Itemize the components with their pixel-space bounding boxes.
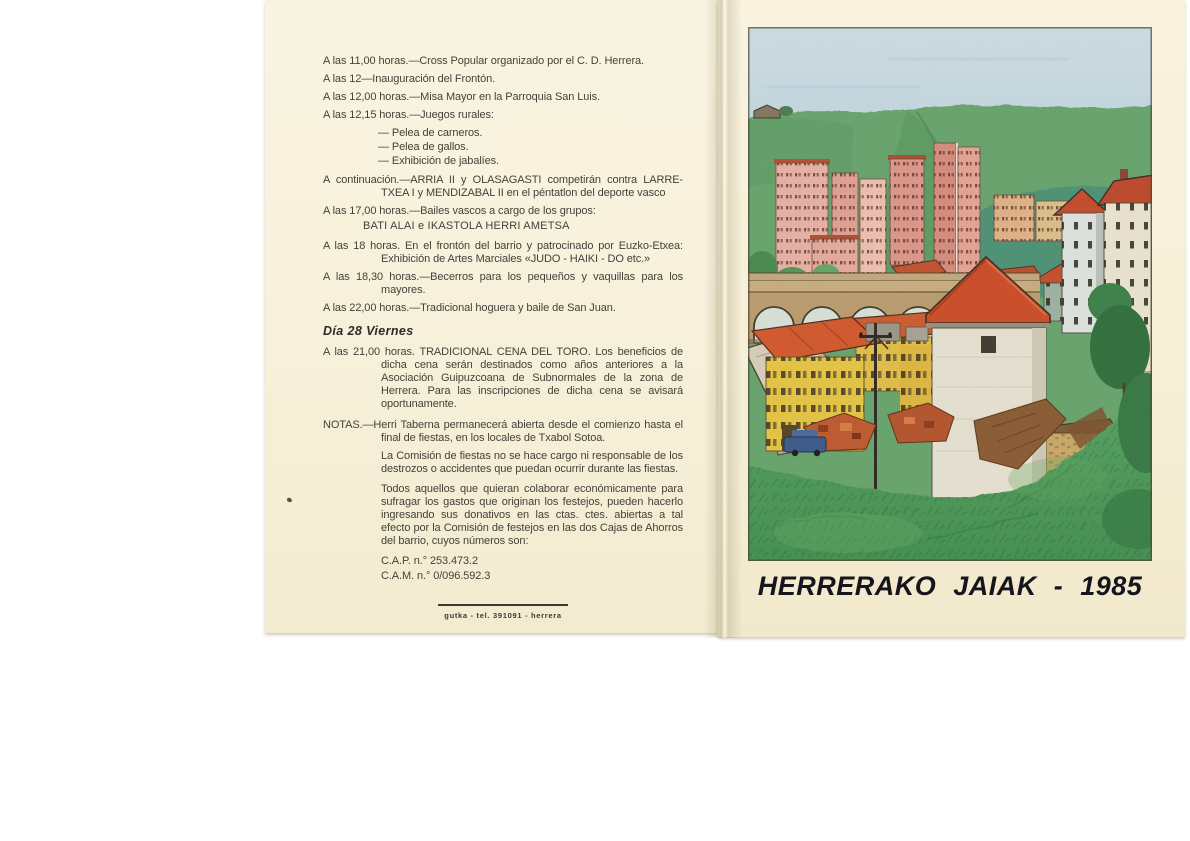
schedule-entry: A las 17,00 horas.—Bailes vascos a cargo de los grupos: [323, 205, 596, 217]
schedule-entry: A las 12,15 horas.—Juegos rurales: [323, 109, 494, 121]
schedule-entry: A continuación.—ARRIA II y OLASAGASTI competirán contra LARRE-TXEA I y MENDIZABAL II en el péntatlon del deporte vasco [323, 174, 683, 199]
page-title: HERRERAKO JAIAK - 1985 [757, 571, 1143, 601]
right-page [718, 0, 1185, 637]
day-heading: Día 28 Viernes [323, 324, 414, 338]
schedule-text-block [323, 55, 683, 622]
schedule-entry: A las 12,00 horas.—Misa Mayor en la Parroquia San Luis. [323, 91, 600, 103]
schedule-entry: A las 21,00 horas. TRADICIONAL CENA DEL TORO. Los beneficios de dicha cena serán destinados como años anteriores a la Asociación Guipuzcoana de Subnormales de la zona de Herrera. Para las inscripciones de dicha cena se avisará oportunamente. [323, 346, 683, 410]
printer-mark-block [323, 604, 683, 622]
dance-groups-line: BATI ALAI e IKASTOLA HERRI AMETSA [363, 220, 570, 232]
notes-entry: NOTAS.—Herri Taberna permanecerá abierta desde el comienzo hasta el final de fiestas, en los locales de Txabol Sotoa. [323, 419, 683, 444]
account-number: C.A.P. n.° 253.473.2 [381, 555, 478, 567]
left-page [265, 0, 718, 633]
schedule-subitem: — Exhibición de jabalíes. [378, 155, 500, 167]
notes-entry: La Comisión de fiestas no se hace cargo ni responsable de los destrozos o accidentes que puedan ocurrir durante las fiestas. [381, 450, 683, 475]
schedule-subitem: — Pelea de carneros. [378, 127, 483, 139]
town-illustration [748, 27, 1152, 561]
schedule-entry: A las 18 horas. En el frontón del barrio y patrocinado por Euzko-Etxea: Exhibición de Artes Marciales «JUDO - HAIKI - DO etc.» [323, 240, 683, 265]
notes-entry: Todos aquellos que quieran colaborar económicamente para sufragar los gastos que originan los festejos, pueden hacerlo ingresando sus donativos en las ctas. ctes. abiertas a tal efecto por la Comisión de festejos en las dos Cajas de Ahorros del barrio, cuyos números son: [381, 483, 683, 547]
printer-mark: gutka - tel. 391091 - herrera [438, 604, 567, 622]
account-number: C.A.M. n.° 0/096.592.3 [381, 570, 491, 582]
paper-grain-overlay [748, 27, 1152, 561]
ink-mark [287, 497, 293, 502]
schedule-entry: A las 11,00 horas.—Cross Popular organizado por el C. D. Herrera. [323, 55, 645, 67]
schedule-entry: A las 22,00 horas.—Tradicional hoguera y baile de San Juan. [323, 302, 616, 314]
schedule-subitem: — Pelea de gallos. [378, 141, 469, 153]
schedule-entry: A las 12—Inauguración del Frontón. [323, 73, 496, 85]
schedule-entry: A las 18,30 horas.—Becerros para los pequeños y vaquillas para los mayores. [323, 271, 683, 296]
